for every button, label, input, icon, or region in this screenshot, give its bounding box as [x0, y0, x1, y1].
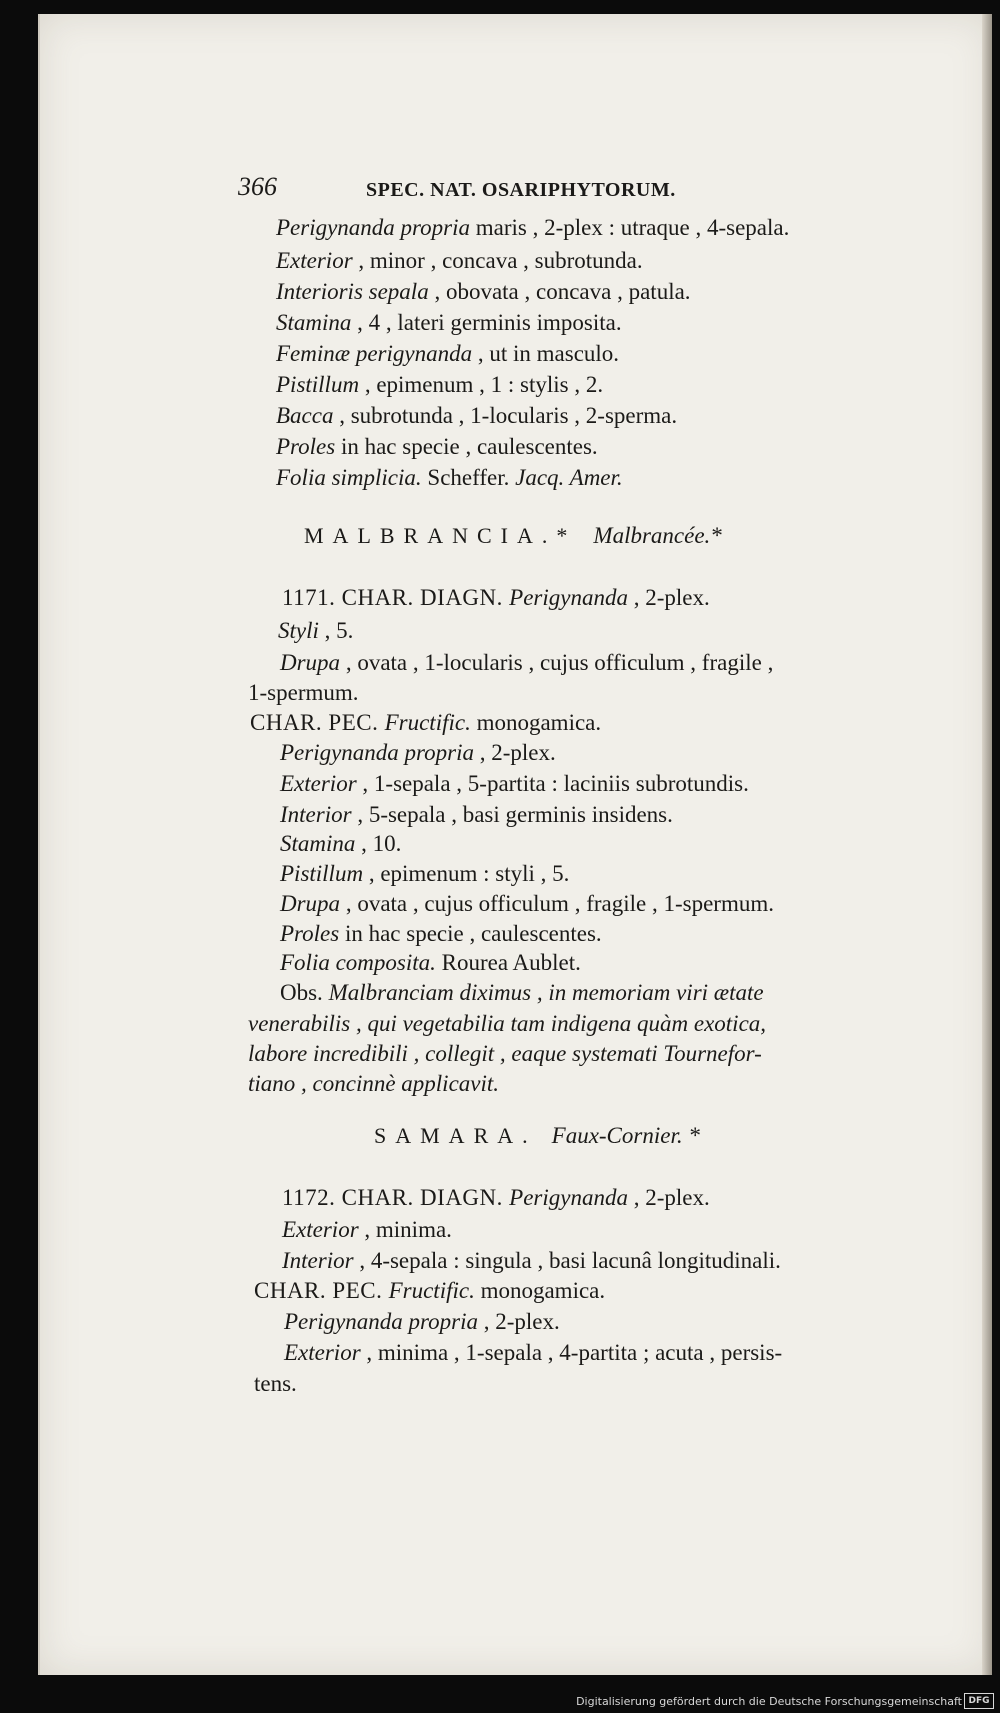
text-line: CHAR. PEC. Fructific. monogamica. [254, 1278, 606, 1303]
text-line: Folia simplicia. Scheffer. Jacq. Amer. [276, 465, 623, 490]
text-line: Perigynanda propria , 2-plex. [284, 1309, 560, 1334]
text-line: Exterior , minima , 1-sepala , 4-partita ; acuta , persis- [284, 1340, 783, 1365]
text-line: Proles in hac specie , caulescentes. [276, 434, 598, 459]
page-text [40, 14, 992, 1675]
digitization-footer [0, 1690, 1000, 1713]
running-title: SPEC. NAT. OSARIPHYTORUM. [366, 179, 676, 201]
book-page [38, 14, 992, 1675]
text-line: Exterior , minor , concava , subrotunda. [276, 248, 643, 273]
page-number: 366 [238, 172, 277, 201]
text-line: Obs. Malbranciam diximus , in memoriam viri ætate [280, 980, 764, 1005]
genus-heading: MALBRANCIA.* Malbrancée.* [304, 523, 722, 548]
text-line: Interior , 4-sepala : singula , basi lacunâ longitudinali. [282, 1248, 781, 1273]
text-line: Folia composita. Rourea Aublet. [280, 950, 581, 975]
text-line: Bacca , subrotunda , 1-locularis , 2-sperma. [276, 403, 678, 428]
text-line: Exterior , 1-sepala , 5-partita : laciniis subrotundis. [280, 771, 749, 796]
text-line: Feminæ perigynanda , ut in masculo. [276, 341, 620, 366]
text-line: Drupa , ovata , cujus officulum , fragile , 1-spermum. [280, 891, 774, 916]
text-line: CHAR. PEC. Fructific. monogamica. [250, 710, 602, 735]
text-line: Perigynanda propria , 2-plex. [280, 740, 556, 765]
text-line: Interior , 5-sepala , basi germinis insidens. [280, 802, 673, 827]
text-line: Interioris sepala , obovata , concava , patula. [276, 279, 691, 304]
text-line: Stamina , 4 , lateri germinis imposita. [276, 310, 622, 335]
text-line: Proles in hac specie , caulescentes. [280, 921, 602, 946]
footer-credit: Digitalisierung gefördert durch die Deutsche Forschungsgemeinschaft [576, 1695, 962, 1708]
text-line: Perigynanda propria maris , 2-plex : utraque , 4-sepala. [276, 215, 790, 240]
dfg-logo: DFG [964, 1693, 994, 1709]
text-line: Exterior , minima. [282, 1217, 452, 1242]
genus-heading: SAMARA. Faux-Cornier. * [374, 1123, 700, 1148]
text-line: Pistillum , epimenum : styli , 5. [280, 861, 570, 886]
text-line: tiano , concinnè applicavit. [248, 1071, 500, 1096]
text-line: Styli , 5. [278, 618, 354, 643]
text-line: Stamina , 10. [280, 831, 402, 856]
text-line: 1172. CHAR. DIAGN. Perigynanda , 2-plex. [282, 1185, 710, 1210]
text-line: 1171. CHAR. DIAGN. Perigynanda , 2-plex. [282, 585, 710, 610]
text-line: Drupa , ovata , 1-locularis , cujus officulum , fragile , [280, 650, 774, 675]
text-line: Pistillum , epimenum , 1 : stylis , 2. [276, 372, 604, 397]
text-line: 1-spermum. [248, 680, 359, 705]
text-line: tens. [254, 1371, 297, 1396]
text-line: labore incredibili , collegit , eaque systemati Tournefor- [248, 1041, 762, 1066]
text-line: venerabilis , qui vegetabilia tam indigena quàm exotica, [248, 1011, 767, 1036]
